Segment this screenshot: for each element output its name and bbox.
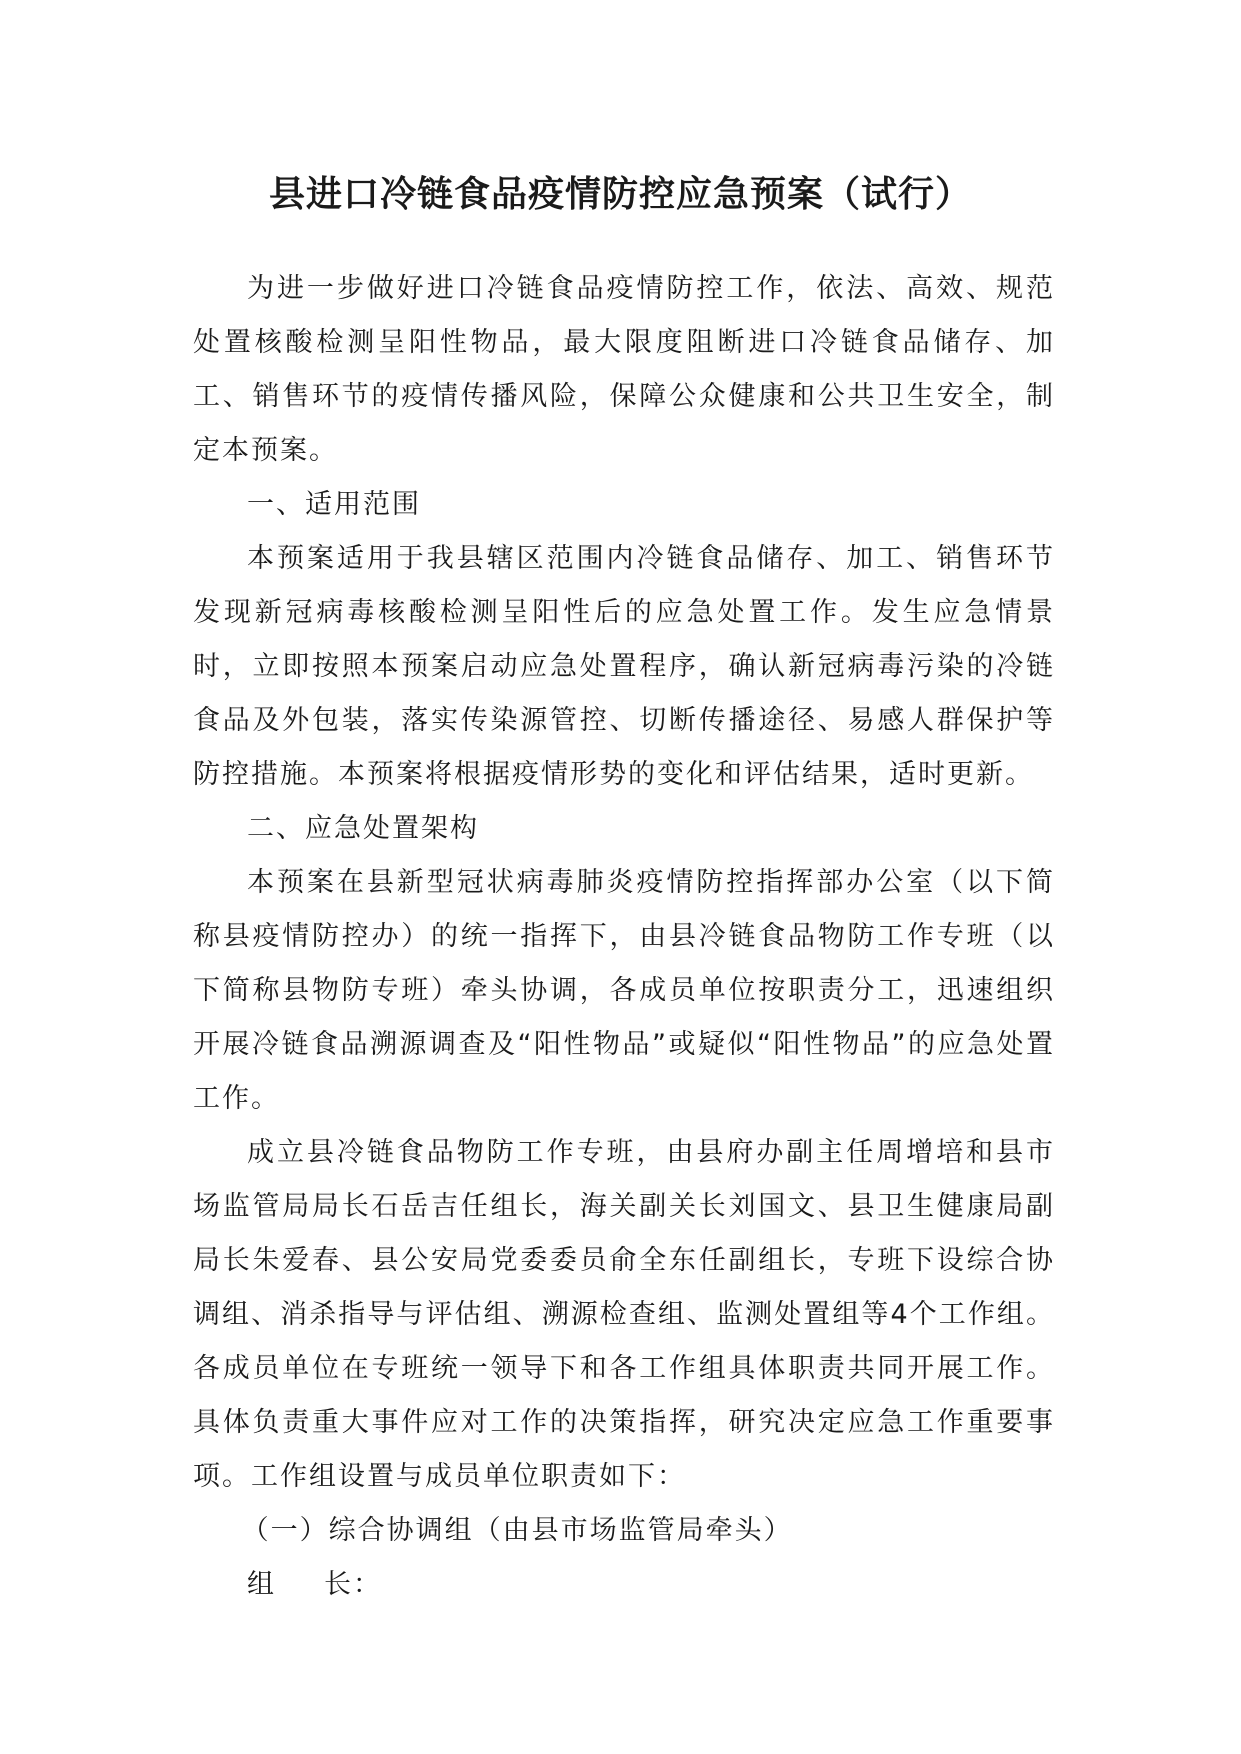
intro-paragraph: 为进一步做好进口冷链食品疫情防控工作，依法、高效、规范处置核酸检测呈阳性物品，最大限度阻断进口冷链食品储存、加工、销售环节的疫情传播风险，保障公众健康和公共卫生安全，制定本预案。 (193, 273, 1055, 466)
document-body (193, 262, 1055, 1612)
structure-paragraph: 本预案在县新型冠状病毒肺炎疫情防控指挥部办公室（以下简称县疫情防控办）的统一指挥下，由县冷链食品物防工作专班（以下简称县物防专班）牵头协调，各成员单位按职责分工，迅速组织开展冷链食品溯源调查及“阳性物品”或疑似“阳性物品”的应急处置工作。 (193, 867, 1055, 1114)
group-leader-label-part2: 长： (324, 1569, 382, 1600)
section-heading-scope: 一、适用范围 (247, 489, 421, 520)
scope-paragraph: 本预案适用于我县辖区范围内冷链食品储存、加工、销售环节发现新冠病毒核酸检测呈阳性后的应急处置工作。发生应急情景时，立即按照本预案启动应急处置程序，确认新冠病毒污染的冷链食品及外包装，落实传染源管控、切断传播途径、易感人群保护等防控措施。本预案将根据疫情形势的变化和评估结果，适时更新。 (193, 543, 1055, 790)
section-heading-structure: 二、应急处置架构 (247, 813, 479, 844)
group-leader-label-part1: 组 (247, 1569, 276, 1600)
subsection-heading-coordination: （一）综合协调组（由县市场监管局牵头） (241, 1515, 793, 1546)
group-leader-field (193, 1558, 1055, 1612)
task-force-paragraph: 成立县冷链食品物防工作专班，由县府办副主任周增培和县市场监管局局长石岳吉任组长，海关副关长刘国文、县卫生健康局副局长朱爱春、县公安局党委委员俞全东任副组长，专班下设综合协调组、消杀指导与评估组、溯源检查组、监测处置组等4个工作组。各成员单位在专班统一领导下和各工作组具体职责共同开展工作。具体负责重大事件应对工作的决策指挥，研究决定应急工作重要事项。工作组设置与成员单位职责如下： (193, 1137, 1055, 1492)
document-title: 县进口冷链食品疫情防控应急预案（试行） (268, 173, 972, 215)
